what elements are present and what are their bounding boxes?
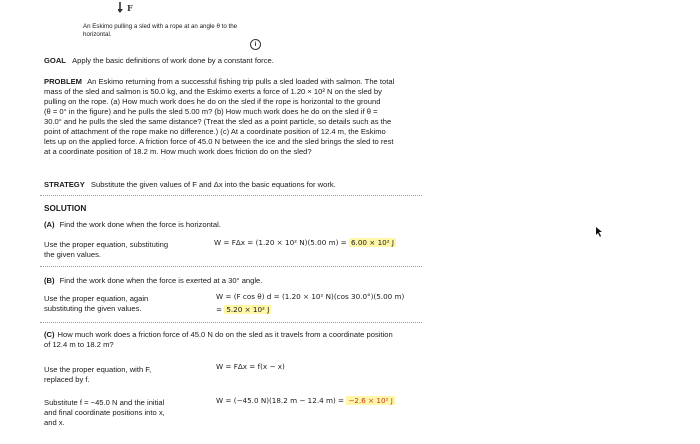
problem-line: mass of the sled and salmon is 50.0 kg, and the Eskimo exerts a force of 1.20 × 10² N on the sled by — [44, 87, 382, 97]
part-b-result: = 5.20 × 10² J — [216, 305, 270, 314]
part-c-equation1: W = FΔx = f(x − x) — [216, 362, 285, 371]
problem-line: 30.0° and he pulls the sled the same distance? (Treat the sled as a point particle, so details such as the — [44, 117, 392, 127]
figure-area — [83, 0, 288, 38]
divider — [40, 322, 422, 323]
problem-line: PROBLEM An Eskimo returning from a successful fishing trip pulls a sled loaded with salmon. The total — [44, 77, 395, 86]
figure-caption-line2: horizontal. — [83, 31, 112, 38]
divider — [40, 266, 422, 267]
divider — [40, 195, 422, 196]
part-a-step: Use the proper equation, substituting the given values. — [44, 240, 169, 260]
problem-line: (θ = 0° in the figure) and he pulls the sled 5.00 m? (b) How much work does he do on the sled if θ = — [44, 107, 378, 117]
strategy-label: STRATEGY — [44, 180, 85, 189]
part-c-step1: Use the proper equation, with F, replaced by f. — [44, 365, 152, 385]
part-c-title: (C) How much work does a friction force of 45.0 N do on the sled as it travels from a coordinate position of 12.4 m to 18.2 m? — [44, 330, 393, 350]
problem-line: pulling on the rope. (a) How much work does he do on the sled if the rope is horizontal to the ground — [44, 97, 381, 107]
problem-label: PROBLEM — [44, 77, 82, 86]
part-b-title: (B) Find the work done when the force is exerted at a 30° angle. — [44, 276, 263, 285]
strategy-text: Substitute the given values of F and Δx into the basic equations for work. — [90, 180, 336, 189]
goal-label: GOAL — [44, 56, 66, 65]
goal-text: Apply the basic definitions of work done by a constant force. — [72, 56, 274, 65]
strategy-line — [44, 180, 336, 190]
mouse-cursor-icon — [596, 227, 604, 237]
figure-caption-line1: An Eskimo pulling a sled with a rope at an angle θ to the — [83, 23, 238, 30]
info-badge-icon[interactable]: i — [250, 39, 261, 50]
problem-line: lets up on the applied force. A friction force of 45.0 N between the ice and the sled brings the sled to rest — [44, 137, 394, 147]
force-arrow-icon — [118, 0, 148, 14]
part-b-answer: 5.20 × 10² J — [226, 305, 270, 314]
part-b-equation: W = (F cos θ) d = (1.20 × 10² N)(cos 30.0°)(5.00 m) — [216, 292, 405, 301]
problem-line: at a coordinate position of 18.2 m. How much work does friction do on the sled? — [44, 147, 312, 157]
part-c-step2: Substitute f = −45.0 N and the initial and final coordinate positions into x, and x. — [44, 398, 165, 428]
part-a-title: (A) Find the work done when the force is horizontal. — [44, 220, 221, 229]
problem-block — [44, 77, 424, 157]
part-a-tag: (A) — [44, 220, 55, 229]
problem-line: point of attachment of the rope make no difference.) (c) At a coordinate position of 12.4 m, the Eskimo — [44, 127, 386, 137]
part-c-answer: −2.6 × 10² J — [348, 396, 393, 405]
part-c-tag: (C) — [44, 330, 55, 339]
force-label: F — [127, 3, 133, 13]
goal-line — [44, 56, 274, 66]
part-a-answer: 6.00 × 10² J — [350, 238, 395, 247]
part-c-equation2: W = (−45.0 N)(18.2 m − 12.4 m) = −2.6 × 10² J — [216, 396, 393, 405]
solution-label: SOLUTION — [44, 204, 87, 213]
part-b-tag: (B) — [44, 276, 55, 285]
part-a-equation: W = FΔx = (1.20 × 10² N)(5.00 m) = 6.00 × 10² J — [214, 238, 395, 247]
part-b-step: Use the proper equation, again substituting the given values. — [44, 294, 149, 314]
